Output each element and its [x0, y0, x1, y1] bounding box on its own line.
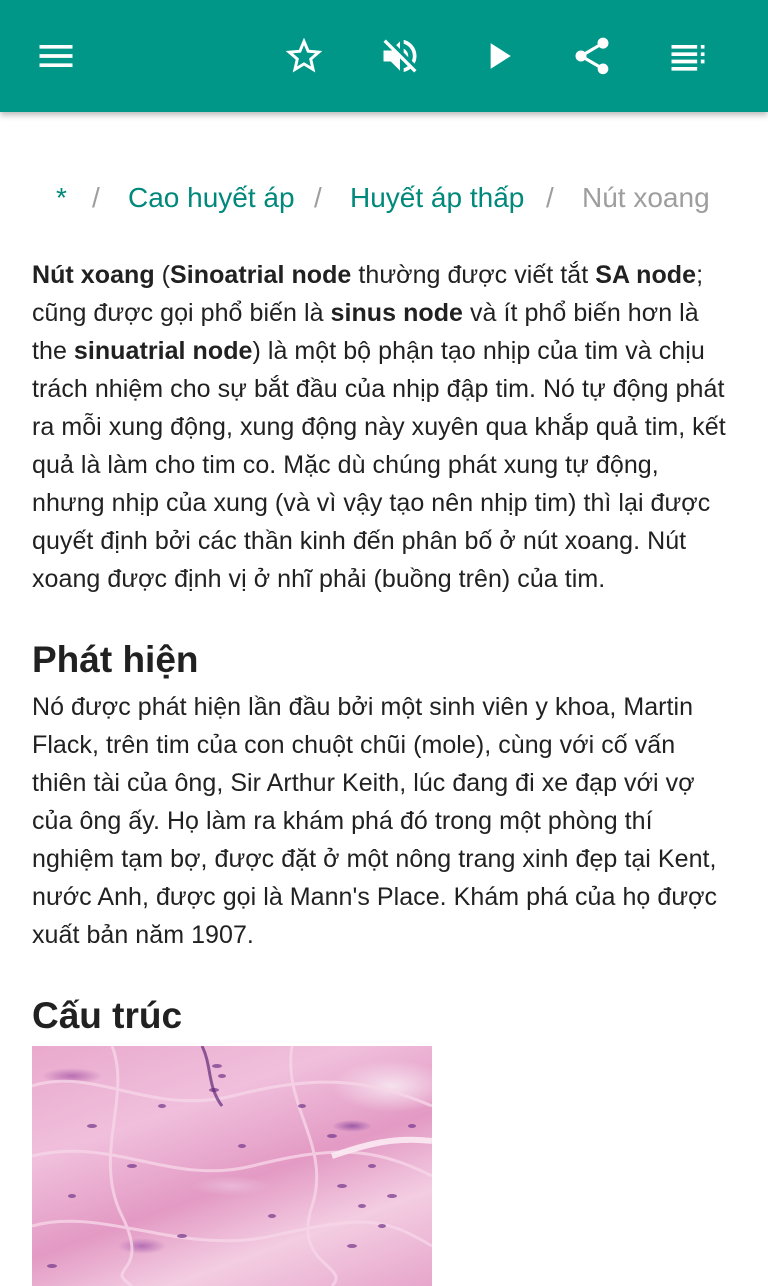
contents-button[interactable] [660, 28, 716, 84]
term-sinoatrial-node: Sinoatrial node [170, 261, 352, 289]
menu-icon [34, 34, 78, 78]
play-icon [476, 34, 520, 78]
breadcrumb-home[interactable]: * [56, 182, 67, 213]
intro-text: ( [154, 261, 171, 289]
breadcrumb-item-cao-huyet-ap[interactable]: Cao huyết áp [128, 182, 295, 213]
term-sinuatrial-node: sinuatrial node [73, 337, 253, 365]
breadcrumb-current: Nút xoang [582, 182, 710, 213]
menu-button[interactable] [28, 28, 84, 84]
intro-paragraph [32, 256, 736, 598]
share-icon [570, 34, 614, 78]
breadcrumb-item-huyet-ap-thap[interactable]: Huyết áp thấp [350, 182, 525, 213]
volume-off-icon [378, 34, 422, 78]
playlist-icon [666, 34, 710, 78]
term-nut-xoang: Nút xoang [32, 261, 155, 289]
breadcrumb-separator: / [92, 182, 100, 213]
star-icon [282, 34, 326, 78]
mute-button[interactable] [372, 28, 428, 84]
intro-text: ) là một bộ phận tạo nhịp của tim và chịu trách nhiệm cho sự bắt đầu của nhịp đập tim. Nó tự động phát ra mỗi xung động, xung động này xuyên qua khắp quả tim, kết quả là làm cho tim co. Mặc dù chúng phát xung tự động, nhưng nhịp của xung (và vì vậy tạo nên nhịp tim) thì lại được quyết định bởi các thần kinh đến phân bố ở nút xoang. Nút xoang được định vị ở nhĩ phải (buồng trên) của tim. [32, 337, 726, 593]
favorite-button[interactable] [276, 28, 332, 84]
histology-texture [32, 1046, 432, 1286]
section-paragraph-phat-hien: Nó được phát hiện lần đầu bởi một sinh viên y khoa, Martin Flack, trên tim của con chuột chũi (mole), cùng với cố vấn thiên tài của ông, Sir Arthur Keith, lúc đang đi xe đạp với vợ của ông ấy. Họ làm ra khám phá đó trong một phòng thí nghiệm tạm bợ, được đặt ở một nông trang xinh đẹp tại Kent, nước Anh, được gọi là Mann's Place. Khám phá của họ được xuất bản năm 1907. [32, 693, 718, 949]
intro-text: thường được viết tắt [351, 261, 596, 289]
share-button[interactable] [564, 28, 620, 84]
section-heading-phat-hien: Phát hiện [32, 639, 199, 680]
section-heading-cau-truc: Cấu trúc [32, 995, 183, 1036]
breadcrumb-separator: / [546, 182, 554, 213]
histology-image[interactable] [32, 1046, 432, 1286]
intro-text: ; cũng được gọi phổ biến là [32, 261, 704, 327]
article-content [32, 256, 736, 1040]
term-sa-node: SA node [595, 261, 697, 289]
breadcrumb [0, 178, 768, 222]
app-toolbar [0, 0, 768, 112]
intro-text: và ít phổ biến hơn là the [32, 299, 699, 365]
term-sinus-node: sinus node [330, 299, 463, 327]
breadcrumb-separator: / [314, 182, 322, 213]
play-button[interactable] [470, 28, 526, 84]
